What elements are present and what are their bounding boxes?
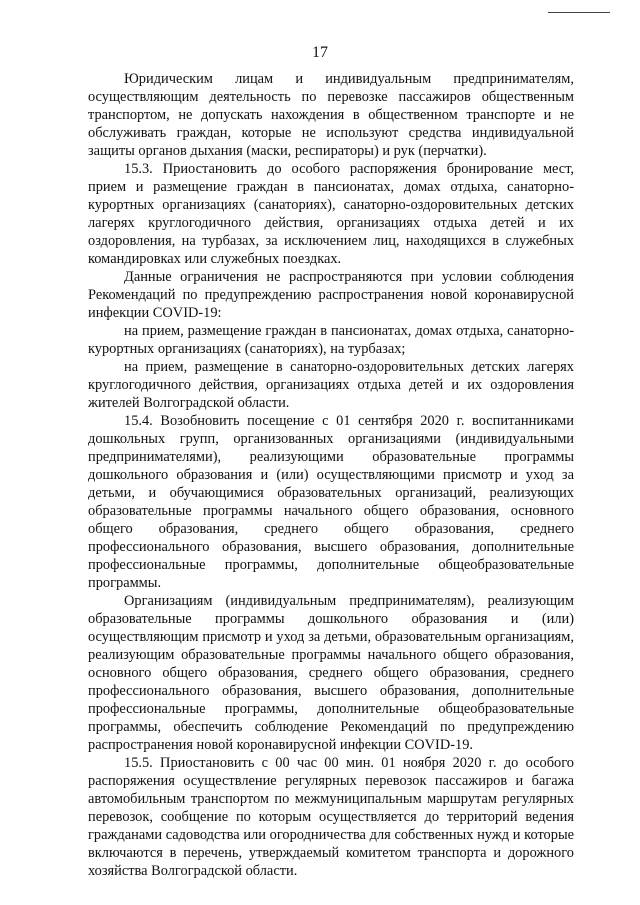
paragraph-exception-pensions: на прием, размещение граждан в пансионатах, домах отдыха, санаторно-курортных организациях (санаториях), на турбазах; <box>88 323 574 357</box>
header-rule <box>548 0 610 13</box>
paragraph-exceptions-intro: Данные ограничения не распространяются при условии соблюдения Рекомендаций по предупреждению распространения новой коронавирусной инфекции COVID-19: <box>88 269 574 321</box>
paragraph-education-organizations: Организациям (индивидуальным предпринимателям), реализующим образовательные программы дошкольного образования и (или) осуществляющим присмотр и уход за детьми, образовательным организациям, реализующим образовательные программы начального общего образования, основного общего образования, среднего общего образования, среднего профессионального образования, высшего образования, дополнительные профессиональные программы, дополнительные общеобразовательные программы, обеспечить соблюдение Рекомендаций по предупреждению распространения новой коронавирусной инфекции COVID-19. <box>88 593 574 753</box>
page-number: 17 <box>312 44 328 61</box>
document-body <box>88 70 574 880</box>
paragraph-15-3: 15.3. Приостановить до особого распоряжения бронирование мест, прием и размещение граждан в пансионатах, домах отдыха, санаторно-курортных организациях (санаториях), санаторно-оздоровительных детских лагерях круглогодичного действия, организациях отдыха детей и их оздоровления, на турбазах, за исключением лиц, находящихся в служебных командировках или служебных поездках. <box>88 161 574 267</box>
paragraph-exception-camps: на прием, размещение в санаторно-оздоровительных детских лагерях круглогодичного действия, организациях отдыха детей и их оздоровления жителей Волгоградской области. <box>88 359 574 411</box>
paragraph-15-4: 15.4. Возобновить посещение с 01 сентября 2020 г. воспитанниками дошкольных групп, организованных организациями (индивидуальными предпринимателями), реализующими образовательные программы дошкольного образования и (или) осуществляющими присмотр и уход за детьми, и обучающимися образовательных организаций, реализующих образовательные программы начального общего образования, основного общего образования, среднего общего образования, среднего профессионального образования, высшего образования, дополнительные профессиональные программы, дополнительные общеобразовательные программы. <box>88 413 574 591</box>
paragraph-15-5: 15.5. Приостановить с 00 час 00 мин. 01 ноября 2020 г. до особого распоряжения осуществление регулярных перевозок пассажиров и багажа автомобильным транспортом по межмуниципальным маршрутам регулярных перевозок, сообщение по которым осуществляется до территорий ведения гражданами садоводства или огородничества для собственных нужд и которые включаются в перечень, утверждаемый комитетом транспорта и дорожного хозяйства Волгоградской области. <box>88 755 574 879</box>
paragraph-transport-operators: Юридическим лицам и индивидуальным предпринимателям, осуществляющим деятельность по перевозке пассажиров общественным транспортом, не допускать нахождения в общественном транспорте и не обслуживать граждан, которые не используют средства индивидуальной защиты органов дыхания (маски, респираторы) и рук (перчатки). <box>88 71 574 159</box>
